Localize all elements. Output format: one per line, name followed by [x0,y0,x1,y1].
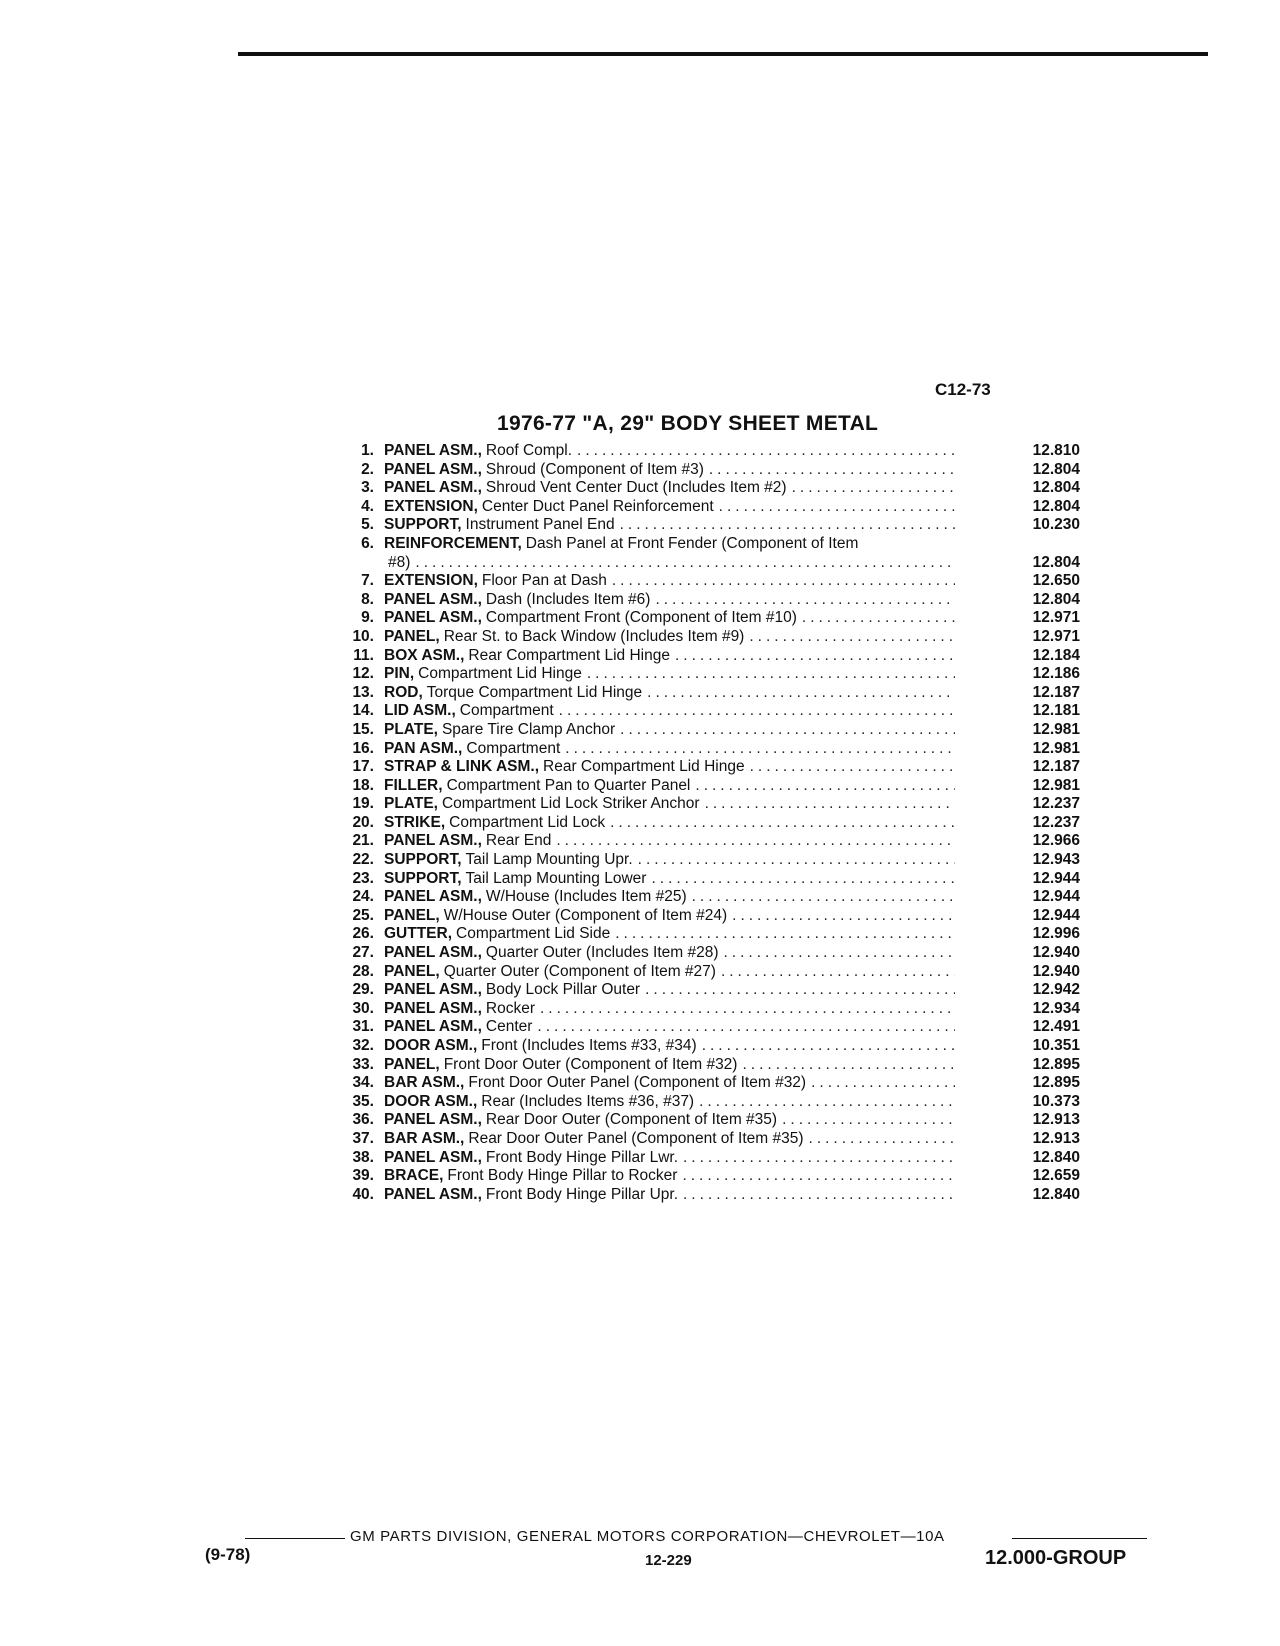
part-code: 12.940 [1032,944,1080,962]
part-name: PANEL ASM., [384,1185,482,1203]
part-code: 12.913 [1032,1111,1080,1129]
part-number: 28. [352,962,374,980]
part-detail: Tail Lamp Mounting Upr. [465,851,633,869]
part-name: PLATE, [384,795,438,813]
part-name: SUPPORT, [384,516,462,534]
part-row [330,1074,1080,1093]
leader-dots [809,1130,955,1149]
part-detail: Compartment Lid Side [456,925,611,943]
part-row [330,1167,1080,1186]
part-description [384,554,955,573]
part-detail: Shroud (Component of Item #3) [485,460,704,478]
part-detail: Compartment Front (Component of Item #10) [485,609,797,627]
part-name: FILLER, [384,776,443,794]
part-detail: W/House Outer (Component of Item #24) [443,906,728,924]
part-description [384,721,955,740]
part-name: PLATE, [384,720,438,738]
part-number: 11. [353,646,374,664]
part-detail: #8) [388,553,411,571]
part-detail: Rear Compartment Lid Hinge [468,646,670,664]
leader-dots [610,814,955,833]
part-detail: Front Body Hinge Pillar to Rocker [447,1167,678,1185]
part-code: 12.944 [1032,888,1080,906]
part-code: 12.942 [1032,981,1080,999]
part-name: EXTENSION, [384,572,478,590]
part-description [384,461,955,480]
part-name: BOX ASM., [384,646,465,664]
part-detail: Rocker [485,999,535,1017]
part-detail: Center Duct Panel Reinforcement [481,497,714,515]
part-description [384,963,955,982]
part-description [384,702,955,721]
part-description [384,888,955,907]
part-number: 7. [361,572,374,590]
leader-dots [705,795,955,814]
part-description [384,479,955,498]
part-description [384,832,955,851]
part-description [384,814,955,833]
part-name: PANEL ASM., [384,479,482,497]
leader-dots [537,1018,955,1037]
part-name: BRACE, [384,1167,444,1185]
part-row [330,1000,1080,1019]
part-description [384,1186,955,1205]
part-number: 23. [352,869,374,887]
leader-dots [577,442,955,461]
part-number: 13. [352,683,374,701]
part-row [330,516,1080,535]
part-number: 31. [352,1018,374,1036]
parts-list [330,442,1080,1204]
part-description [384,870,955,889]
part-row [330,981,1080,1000]
part-number: 22. [352,851,374,869]
part-description [384,1111,955,1130]
part-detail: Front (Includes Items #33, #34) [481,1037,697,1054]
part-description [384,907,955,926]
part-name: PANEL ASM., [384,1148,482,1166]
part-code: 12.181 [1032,702,1080,720]
part-name: LID ASM., [384,702,456,720]
part-number: 21. [352,832,374,850]
part-code: 12.804 [1032,590,1080,608]
part-detail: Compartment Lid Hinge [418,665,582,683]
part-code: 12.895 [1032,1055,1080,1073]
part-detail: Roof Compl. [485,442,573,459]
part-detail: Compartment [466,739,561,757]
part-description [384,925,955,944]
part-row [330,609,1080,628]
part-row [330,628,1080,647]
part-row [330,758,1080,777]
part-number: 32. [352,1037,374,1054]
part-description [384,1130,955,1149]
part-description [384,628,955,647]
part-number: 33. [352,1055,374,1073]
part-number: 39. [352,1167,374,1185]
part-code: 12.804 [1032,553,1080,571]
part-detail: Torque Compartment Lid Hinge [426,683,643,701]
part-row [330,1111,1080,1130]
leader-dots [647,684,955,703]
part-row [330,721,1080,740]
part-number: 40. [352,1185,374,1203]
part-code: 12.966 [1032,832,1080,850]
leader-dots [565,740,955,759]
part-row [330,1186,1080,1205]
part-name: PANEL ASM., [384,888,482,906]
part-description [384,1093,955,1112]
part-row [330,498,1080,517]
part-name: PANEL ASM., [384,981,482,999]
part-number: 27. [352,944,374,962]
part-code: 12.934 [1032,999,1080,1017]
part-description [384,1167,955,1186]
part-row [330,925,1080,944]
part-number: 38. [352,1148,374,1166]
leader-dots [587,665,955,684]
part-row [330,535,1080,554]
part-name: PANEL, [384,906,440,924]
part-row [330,1018,1080,1037]
leader-dots [749,628,955,647]
part-detail: Front Door Outer (Component of Item #32) [443,1055,738,1073]
part-number: 16. [352,739,374,757]
part-number: 9. [361,609,374,627]
part-name: STRIKE, [384,813,446,831]
part-detail: W/House (Includes Item #25) [485,888,687,906]
part-detail: Body Lock Pillar Outer [485,981,641,999]
part-row [330,461,1080,480]
part-name: PANEL, [384,962,440,980]
part-row [330,591,1080,610]
footer-page-number: 12-229 [645,1552,692,1569]
part-row [330,1130,1080,1149]
part-number: 14. [352,702,374,720]
footer-rule-left [245,1538,345,1539]
part-number: 6. [361,534,374,552]
part-code: 12.981 [1032,720,1080,738]
part-detail: Rear Door Outer (Component of Item #35) [485,1111,778,1129]
part-row [330,814,1080,833]
part-description [384,758,955,777]
part-name: PAN ASM., [384,739,463,757]
part-number: 20. [352,813,374,831]
part-code: 12.971 [1032,627,1080,645]
part-row [330,572,1080,591]
part-code: 12.981 [1032,739,1080,757]
part-number: 5. [361,516,374,534]
leader-dots [620,721,955,740]
part-detail: Floor Pan at Dash [481,572,607,590]
part-row [330,944,1080,963]
part-row [330,479,1080,498]
part-row [330,684,1080,703]
part-number: 29. [352,981,374,999]
part-detail: Front Body Hinge Pillar Upr. [485,1185,678,1203]
part-detail: Center [485,1018,533,1036]
part-detail: Compartment Pan to Quarter Panel [446,776,691,794]
part-code: 10.373 [1032,1092,1080,1110]
leader-dots [732,907,955,926]
part-code: 12.659 [1032,1167,1080,1185]
part-row [330,832,1080,851]
leader-dots [638,851,955,870]
leader-dots [719,498,955,517]
part-name: BAR ASM., [384,1074,465,1092]
part-row [330,554,1080,573]
part-detail: Rear St. to Back Window (Includes Item #9) [443,627,745,645]
part-number: 12. [352,665,374,683]
footer-rule-right [1012,1538,1147,1539]
part-detail: Rear Door Outer Panel (Component of Item #35) [468,1129,804,1147]
leader-dots [709,461,955,480]
part-name: REINFORCEMENT, [384,534,522,552]
part-row [330,1056,1080,1075]
part-name: DOOR ASM., [384,1037,478,1054]
part-number: 10. [352,627,374,645]
part-name: EXTENSION, [384,497,478,515]
part-row [330,777,1080,796]
part-description [384,591,955,610]
leader-dots [683,1186,955,1205]
part-description [384,981,955,1000]
leader-dots [645,981,955,1000]
part-row [330,1149,1080,1168]
part-detail: Front Body Hinge Pillar Lwr. [485,1148,678,1166]
part-detail: Quarter Outer (Component of Item #27) [443,962,716,980]
part-name: DOOR ASM., [384,1092,478,1110]
part-detail: Compartment [459,702,554,720]
part-description [384,777,955,796]
part-number: 36. [352,1111,374,1129]
part-row [330,740,1080,759]
part-description [384,498,955,517]
part-code: 12.895 [1032,1074,1080,1092]
leader-dots [415,554,955,573]
leader-dots [782,1111,955,1130]
part-name: PANEL ASM., [384,944,482,962]
leader-dots [811,1074,955,1093]
part-name: STRAP & LINK ASM., [384,758,540,776]
leader-dots [750,758,955,777]
part-number: 30. [352,999,374,1017]
part-detail: Compartment Lid Lock Striker Anchor [441,795,700,813]
part-number: 26. [352,925,374,943]
page-code: C12-73 [935,380,991,399]
part-row [330,963,1080,982]
leader-dots [612,572,955,591]
part-row [330,870,1080,889]
leader-dots [540,1000,955,1019]
part-name: ROD, [384,683,423,701]
part-row [330,647,1080,666]
footer-group: 12.000-GROUP [985,1547,1127,1569]
part-code: 12.913 [1032,1129,1080,1147]
part-number: 4. [361,497,374,515]
part-row [330,702,1080,721]
part-name: PANEL ASM., [384,609,482,627]
part-code: 12.996 [1032,925,1080,943]
part-name: PANEL ASM., [384,1018,482,1036]
part-name: GUTTER, [384,925,453,943]
part-number: 1. [361,442,374,459]
leader-dots [695,777,955,796]
part-description [384,516,955,535]
part-row [330,851,1080,870]
leader-dots [702,1037,955,1056]
part-detail: Instrument Panel End [465,516,615,534]
part-name: PANEL ASM., [384,1111,482,1129]
part-row [330,795,1080,814]
part-code: 12.840 [1032,1185,1080,1203]
part-number: 35. [352,1092,374,1110]
part-description [384,1018,955,1037]
leader-dots [792,479,955,498]
part-code: 12.971 [1032,609,1080,627]
part-description [384,609,955,628]
part-number: 8. [361,590,374,608]
part-name: PANEL ASM., [384,832,482,850]
part-name: SUPPORT, [384,851,462,869]
part-detail: Dash (Includes Item #6) [485,590,651,608]
leader-dots [675,647,955,666]
part-detail: Compartment Lid Lock [449,813,606,831]
part-description [384,740,955,759]
leader-dots [651,870,955,889]
part-detail: Rear (Includes Items #36, #37) [481,1092,695,1110]
part-description [384,572,955,591]
part-code: 12.186 [1032,665,1080,683]
part-code: 12.237 [1032,813,1080,831]
part-detail: Front Door Outer Panel (Component of Item #32) [468,1074,807,1092]
part-description [384,665,955,684]
part-number: 37. [352,1129,374,1147]
leader-dots [559,702,955,721]
part-code: 12.981 [1032,776,1080,794]
part-number: 17. [352,758,374,776]
footer-division: GM PARTS DIVISION, GENERAL MOTORS CORPORATION—CHEVROLET—10A [350,1528,945,1545]
leader-dots [615,925,955,944]
leader-dots [692,888,955,907]
part-detail: Quarter Outer (Includes Item #28) [485,944,719,962]
leader-dots [655,591,955,610]
part-code: 12.944 [1032,869,1080,887]
part-description [384,647,955,666]
part-description [384,795,955,814]
part-code: 12.840 [1032,1148,1080,1166]
part-number: 25. [352,906,374,924]
part-code: 12.184 [1032,646,1080,664]
part-code: 12.804 [1032,460,1080,478]
part-number: 19. [352,795,374,813]
leader-dots [721,963,955,982]
part-code: 12.491 [1032,1018,1080,1036]
part-code: 12.810 [1032,442,1080,459]
part-name: PANEL, [384,1055,440,1073]
part-description [384,1149,955,1168]
part-code: 12.943 [1032,851,1080,869]
part-code: 12.804 [1032,497,1080,515]
part-description [384,684,955,703]
leader-dots [724,944,956,963]
part-row [330,1093,1080,1112]
footer-date: (9-78) [205,1545,251,1564]
part-description [384,1037,955,1056]
part-number: 18. [352,776,374,794]
part-name: PIN, [384,665,415,683]
part-name: PANEL, [384,627,440,645]
part-name: BAR ASM., [384,1129,465,1147]
part-description [384,944,955,963]
part-row [330,665,1080,684]
part-code: 12.944 [1032,906,1080,924]
part-name: PANEL ASM., [384,460,482,478]
part-detail: Rear Compartment Lid Hinge [543,758,745,776]
part-description [384,851,955,870]
part-description [384,1056,955,1075]
part-number: 34. [352,1074,374,1092]
part-code: 12.940 [1032,962,1080,980]
part-number: 15. [352,720,374,738]
leader-dots [682,1167,955,1186]
top-rule [238,52,1208,56]
part-code: 12.187 [1032,758,1080,776]
leader-dots [556,832,955,851]
part-number: 2. [361,460,374,478]
part-name: SUPPORT, [384,869,462,887]
leader-dots [742,1056,955,1075]
part-code: 10.351 [1032,1037,1080,1054]
part-detail: Rear End [485,832,552,850]
part-code: 12.650 [1032,572,1080,590]
part-detail: Spare Tire Clamp Anchor [441,720,616,738]
leader-dots [699,1093,955,1112]
part-name: PANEL ASM., [384,999,482,1017]
leader-dots [683,1149,955,1168]
part-detail: Shroud Vent Center Duct (Includes Item #2) [485,479,787,497]
leader-dots [802,609,955,628]
page-title: 1976-77 "A, 29" BODY SHEET METAL [497,412,879,435]
part-code: 12.804 [1032,479,1080,497]
part-code: 12.187 [1032,683,1080,701]
part-row [330,907,1080,926]
part-description [384,442,955,461]
part-number: 24. [352,888,374,906]
part-name: PANEL ASM., [384,442,482,459]
part-description [384,1000,955,1019]
part-description [384,1074,955,1093]
part-code: 12.237 [1032,795,1080,813]
part-name: PANEL ASM., [384,590,482,608]
part-row [330,442,1080,461]
part-row [330,888,1080,907]
part-detail: Tail Lamp Mounting Lower [465,869,647,887]
part-number: 3. [361,479,374,497]
part-description [384,535,955,554]
leader-dots [620,516,955,535]
part-row [330,1037,1080,1056]
part-detail: Dash Panel at Front Fender (Component of Item [525,534,859,552]
part-code: 10.230 [1032,516,1080,534]
